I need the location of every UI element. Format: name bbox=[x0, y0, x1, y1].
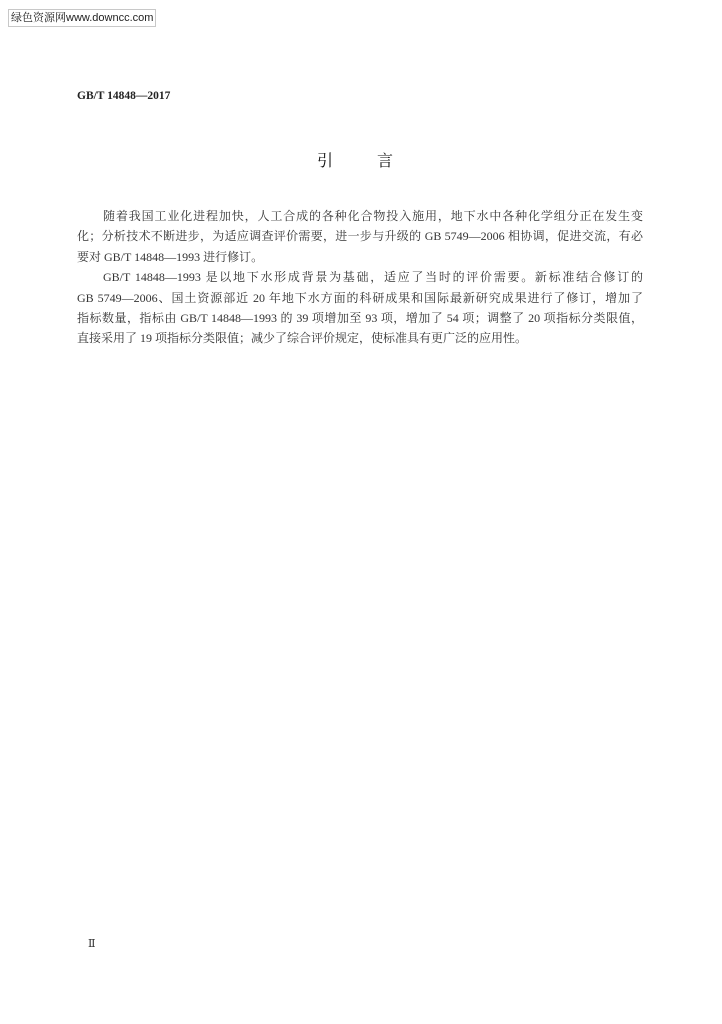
paragraph-line: 直接采用了 19 项指标分类限值；减少了综合评价规定，使标准具有更广泛的应用性。 bbox=[77, 331, 528, 346]
paragraph-line: GB 5749—2006、国土资源部近 20 年地下水方面的科研成果和国际最新研究成果进行了修订，增加了 bbox=[77, 290, 643, 305]
paragraph-line: GB/T 14848—1993 是以地下水形成背景为基础，适应了当时的评价需要。新标准结合修订的 bbox=[103, 270, 643, 285]
document-body bbox=[77, 206, 643, 349]
section-title: 引 言 bbox=[316, 151, 397, 170]
paragraph-line: 随着我国工业化进程加快，人工合成的各种化合物投入施用，地下水中各种化学组分正在发生变 bbox=[103, 209, 643, 223]
paragraph-1 bbox=[77, 206, 643, 267]
paragraph-2 bbox=[77, 267, 643, 349]
paragraph-line: 化；分析技术不断进步，为适应调查评价需要，进一步与升级的 GB 5749—2006 相协调，促进交流，有必 bbox=[77, 229, 643, 244]
site-watermark: 绿色资源网www.downcc.com bbox=[8, 9, 156, 27]
paragraph-line: 指标数量，指标由 GB/T 14848—1993 的 39 项增加至 93 项，增加了 54 项；调整了 20 项指标分类限值， bbox=[77, 311, 643, 326]
document-code-header: GB/T 14848—2017 bbox=[77, 90, 171, 102]
paragraph-line: 要对 GB/T 14848—1993 进行修订。 bbox=[77, 249, 264, 264]
page-number: Ⅱ bbox=[88, 937, 96, 950]
